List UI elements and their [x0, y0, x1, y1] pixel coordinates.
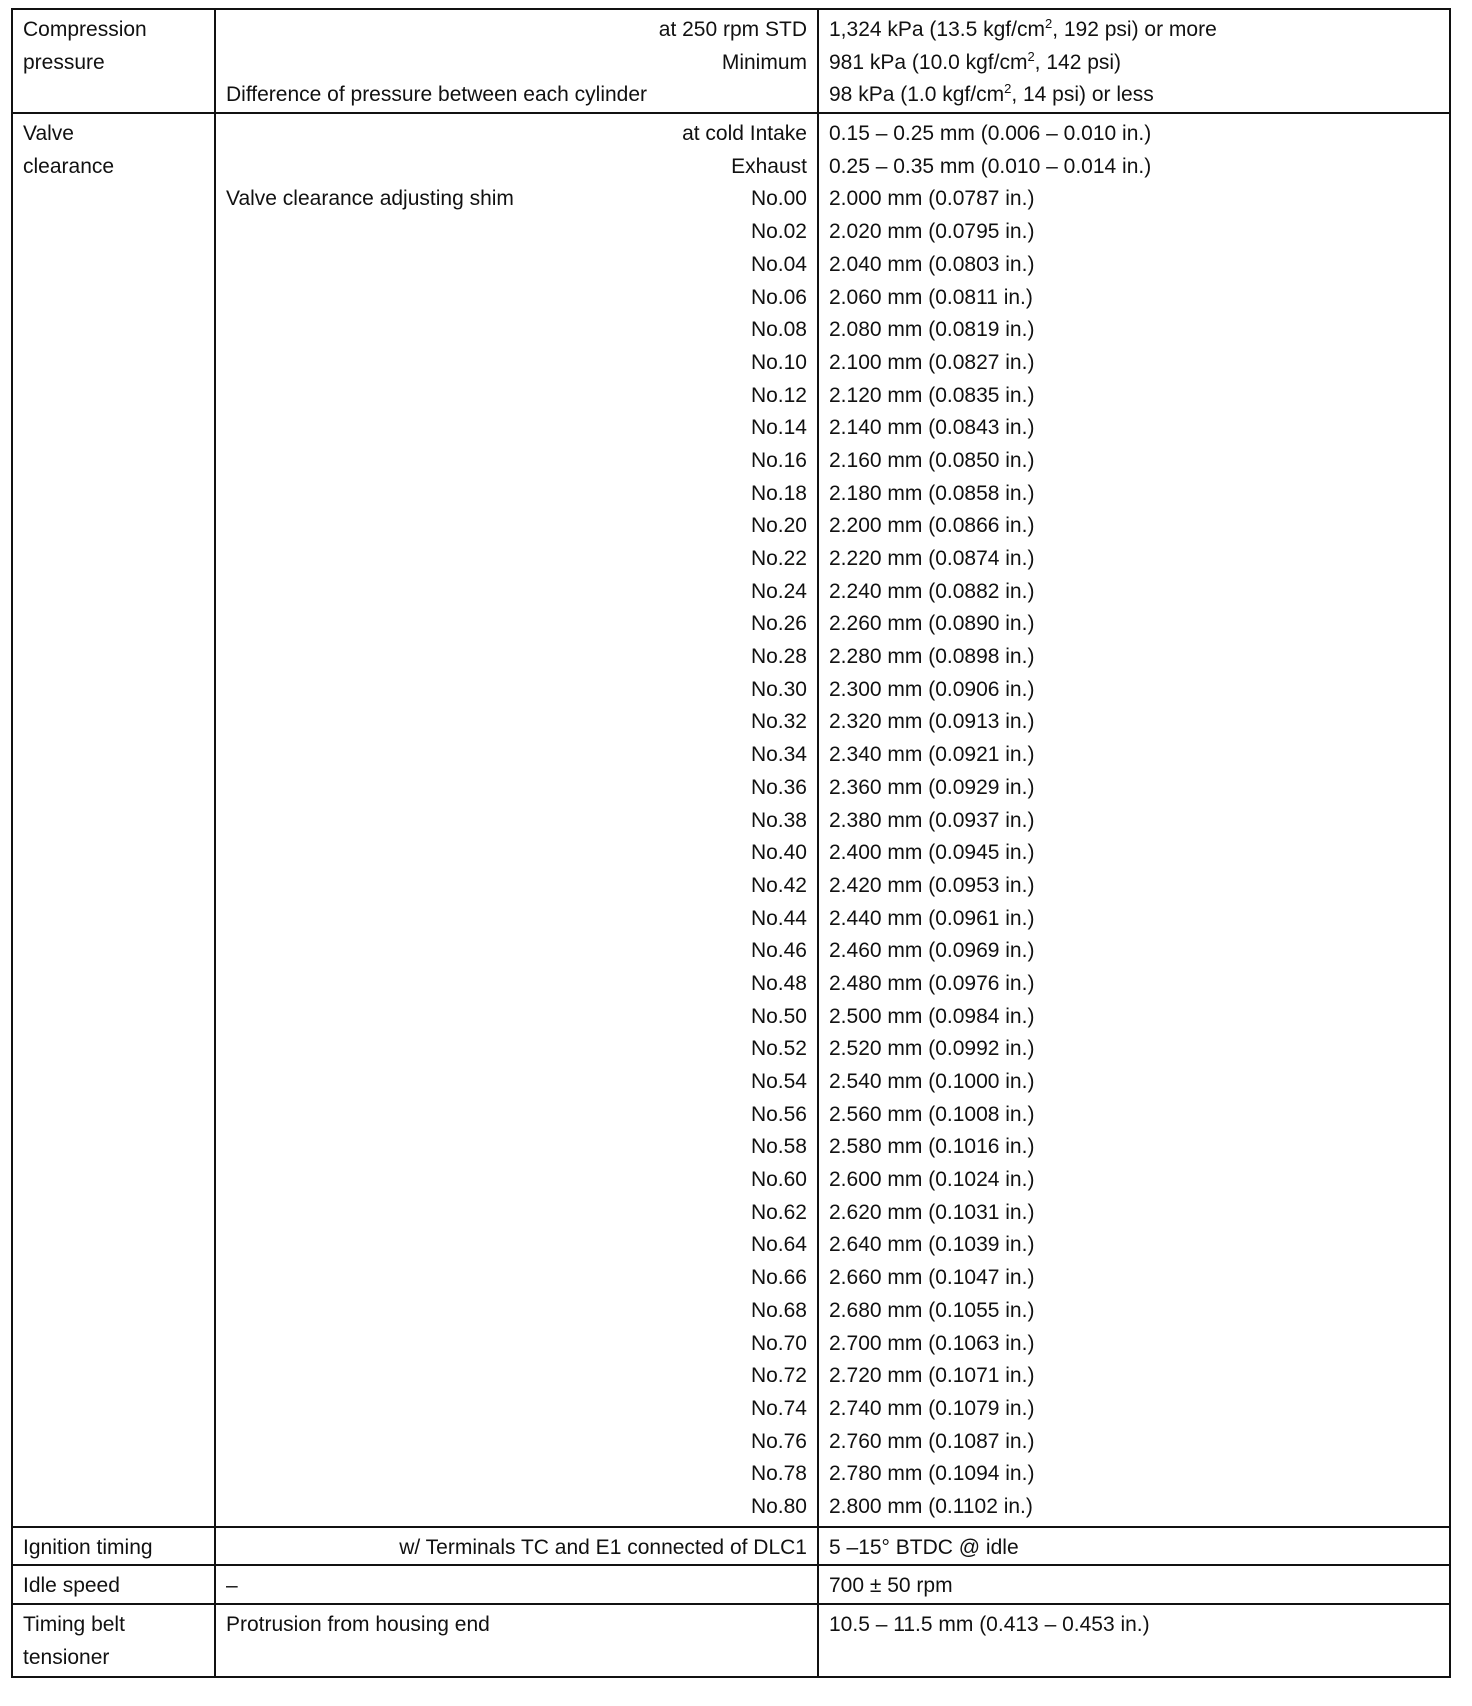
- valve-exhaust-label: Exhaust: [731, 154, 807, 178]
- shim-thickness: 2.740 mm (0.1079 in.): [829, 1396, 1035, 1420]
- ignition-label: Ignition timing: [23, 1535, 153, 1559]
- shim-number: No.30: [750, 677, 807, 701]
- shim-thickness: 2.660 mm (0.1047 in.): [829, 1266, 1035, 1290]
- shim-thickness: 2.600 mm (0.1024 in.): [829, 1168, 1035, 1192]
- shim-thickness: 2.780 mm (0.1094 in.): [829, 1462, 1035, 1486]
- shim-thickness: 2.460 mm (0.0969 in.): [829, 939, 1035, 963]
- ignition-condition: w/ Terminals TC and E1 connected of DLC1: [399, 1535, 807, 1559]
- shim-number: No.64: [750, 1233, 807, 1257]
- shim-thickness: 2.520 mm (0.0992 in.): [829, 1037, 1035, 1061]
- shim-thickness: 2.620 mm (0.1031 in.): [829, 1200, 1035, 1224]
- shim-thickness: 2.480 mm (0.0976 in.): [829, 971, 1035, 995]
- shim-number: No.40: [750, 841, 807, 865]
- idle-value-cell: [818, 1565, 1450, 1604]
- tensioner-condition: Protrusion from housing end: [226, 1613, 490, 1636]
- valve-intake-condition: at cold Intake: [682, 122, 807, 146]
- shim-number: No.22: [750, 547, 807, 570]
- shim-thickness: 2.120 mm (0.0835 in.): [829, 383, 1035, 407]
- ignition-label-cell: [12, 1527, 215, 1566]
- shim-thickness: 2.420 mm (0.0953 in.): [829, 873, 1035, 897]
- shim-number: No.12: [750, 383, 807, 407]
- shim-thickness: 2.000 mm (0.0787 in.): [829, 187, 1035, 211]
- shim-thickness: 2.220 mm (0.0874 in.): [829, 547, 1035, 570]
- compression-std-condition: at 250 rpm STD: [658, 18, 807, 41]
- compression-value-cell: [818, 9, 1450, 113]
- shim-number: No.66: [750, 1266, 807, 1290]
- shim-thickness: 2.280 mm (0.0898 in.): [829, 645, 1035, 669]
- shim-number: No.54: [750, 1070, 807, 1093]
- shim-number: No.26: [750, 612, 807, 636]
- shim-number: No.76: [750, 1429, 807, 1453]
- shim-number: No.48: [750, 971, 807, 995]
- ignition-value-cell: [818, 1527, 1450, 1566]
- shim-number-list: [751, 183, 807, 1523]
- shim-number: No.18: [750, 481, 807, 505]
- ignition-timing-row: [12, 1527, 1450, 1566]
- timing-belt-tensioner-row: [12, 1604, 1450, 1677]
- valve-clearance-row: [12, 113, 1450, 1527]
- shim-number: No.62: [750, 1200, 807, 1224]
- shim-number: No.08: [750, 318, 807, 342]
- shim-thickness: 2.080 mm (0.0819 in.): [829, 318, 1035, 342]
- valve-shim-label: Valve clearance adjusting shim: [226, 187, 514, 211]
- shim-thickness: 2.360 mm (0.0929 in.): [829, 775, 1035, 799]
- specification-table: [11, 8, 1451, 1678]
- shim-number: No.24: [750, 579, 807, 603]
- shim-number: No.04: [750, 252, 807, 276]
- shim-number: No.68: [750, 1298, 807, 1322]
- idle-condition-cell: [215, 1565, 818, 1604]
- shim-thickness: 2.560 mm (0.1008 in.): [829, 1102, 1035, 1126]
- idle-value: 700 ± 50 rpm: [829, 1574, 953, 1598]
- shim-thickness: 2.340 mm (0.0921 in.): [829, 743, 1035, 767]
- valve-condition-cell: [215, 113, 818, 1527]
- shim-number: No.72: [750, 1364, 807, 1388]
- shim-number: No.38: [750, 808, 807, 832]
- ignition-condition-cell: [215, 1527, 818, 1566]
- shim-thickness: 2.400 mm (0.0945 in.): [829, 841, 1035, 865]
- shim-number: No.10: [750, 350, 807, 374]
- valve-label-line-2: clearance: [23, 154, 115, 178]
- shim-thickness: 2.540 mm (0.1000 in.): [829, 1070, 1035, 1093]
- shim-number: No.60: [750, 1168, 807, 1192]
- shim-thickness: 2.640 mm (0.1039 in.): [829, 1233, 1035, 1257]
- shim-thickness: 2.800 mm (0.1102 in.): [829, 1494, 1033, 1518]
- shim-thickness: 2.700 mm (0.1063 in.): [829, 1331, 1035, 1355]
- tensioner-label-cell: [12, 1604, 215, 1677]
- compression-difference-value: 98 kPa (1.0 kgf/$cm^2$, 14 psi) or less: [829, 81, 1154, 107]
- shim-thickness: 2.040 mm (0.0803 in.): [829, 252, 1035, 276]
- shim-number: No.00: [750, 187, 807, 211]
- idle-label-cell: [12, 1565, 215, 1604]
- shim-number: No.52: [750, 1037, 807, 1061]
- shim-thickness: 2.680 mm (0.1055 in.): [829, 1298, 1035, 1322]
- shim-thickness: 2.440 mm (0.0961 in.): [829, 906, 1035, 930]
- shim-number: No.78: [750, 1462, 807, 1486]
- valve-value-cell: [818, 113, 1450, 1527]
- shim-number: No.46: [750, 939, 807, 963]
- compression-condition-cell: [215, 9, 818, 113]
- idle-condition: –: [226, 1574, 238, 1598]
- compression-minimum-value: 981 kPa (10.0 kgf/$cm^2$, 142 psi): [829, 48, 1122, 74]
- shim-number: No.74: [750, 1396, 807, 1420]
- shim-number: No.28: [750, 645, 807, 669]
- valve-shim-heading: [226, 183, 807, 1523]
- shim-thickness: 2.720 mm (0.1071 in.): [829, 1364, 1035, 1388]
- shim-thickness: 2.160 mm (0.0850 in.): [829, 448, 1035, 472]
- shim-value-list: [829, 183, 1439, 1523]
- shim-thickness: 2.320 mm (0.0913 in.): [829, 710, 1035, 734]
- shim-thickness: 2.760 mm (0.1087 in.): [829, 1429, 1035, 1453]
- shim-thickness: 2.200 mm (0.0866 in.): [829, 514, 1035, 538]
- shim-thickness: 2.580 mm (0.1016 in.): [829, 1135, 1035, 1159]
- shim-number: No.32: [750, 710, 807, 734]
- shim-number: No.34: [750, 743, 807, 767]
- valve-label-cell: [12, 113, 215, 1527]
- shim-thickness: 2.240 mm (0.0882 in.): [829, 579, 1035, 603]
- shim-number: No.14: [750, 416, 807, 440]
- shim-number: No.16: [750, 448, 807, 472]
- shim-thickness: 2.500 mm (0.0984 in.): [829, 1004, 1035, 1028]
- idle-speed-row: [12, 1565, 1450, 1604]
- shim-thickness: 2.140 mm (0.0843 in.): [829, 416, 1035, 440]
- compression-label-line-1: Compression: [23, 18, 147, 41]
- shim-thickness: 2.060 mm (0.0811 in.): [829, 285, 1033, 309]
- shim-thickness: 2.380 mm (0.0937 in.): [829, 808, 1035, 832]
- shim-number: No.80: [750, 1494, 807, 1518]
- compression-minimum-label: Minimum: [721, 50, 807, 74]
- shim-thickness: 2.180 mm (0.0858 in.): [829, 481, 1035, 505]
- compression-label-cell: [12, 9, 215, 113]
- shim-number: No.42: [750, 873, 807, 897]
- compression-difference-label: Difference of pressure between each cylinder: [226, 83, 648, 107]
- valve-intake-value: 0.15 – 0.25 mm (0.006 – 0.010 in.): [829, 122, 1152, 146]
- shim-number: No.70: [750, 1331, 807, 1355]
- shim-number: No.56: [750, 1102, 807, 1126]
- shim-number: No.20: [750, 514, 807, 538]
- compression-pressure-row: [12, 9, 1450, 113]
- compression-label-line-2: pressure: [23, 50, 105, 74]
- tensioner-label-line-2: tensioner: [23, 1645, 110, 1669]
- tensioner-value: 10.5 – 11.5 mm (0.413 – 0.453 in.): [829, 1613, 1150, 1636]
- idle-label: Idle speed: [23, 1574, 120, 1598]
- shim-thickness: 2.260 mm (0.0890 in.): [829, 612, 1035, 636]
- compression-std-value: 1,324 kPa (13.5 kgf/$cm^2$, 192 psi) or more: [829, 16, 1217, 41]
- shim-thickness: 2.020 mm (0.0795 in.): [829, 220, 1035, 244]
- valve-exhaust-value: 0.25 – 0.35 mm (0.010 – 0.014 in.): [829, 154, 1152, 178]
- shim-number: No.50: [750, 1004, 807, 1028]
- tensioner-label-line-1: Timing belt: [23, 1613, 125, 1636]
- shim-number: No.44: [750, 906, 807, 930]
- shim-thickness: 2.300 mm (0.0906 in.): [829, 677, 1035, 701]
- valve-label-line-1: Valve: [23, 122, 74, 146]
- shim-number: No.06: [750, 285, 807, 309]
- shim-number: No.02: [750, 220, 807, 244]
- tensioner-value-cell: [818, 1604, 1450, 1677]
- shim-thickness: 2.100 mm (0.0827 in.): [829, 350, 1035, 374]
- shim-number: No.36: [750, 775, 807, 799]
- tensioner-condition-cell: [215, 1604, 818, 1677]
- ignition-value: 5 –15° BTDC @ idle: [829, 1535, 1019, 1559]
- shim-number: No.58: [750, 1135, 807, 1159]
